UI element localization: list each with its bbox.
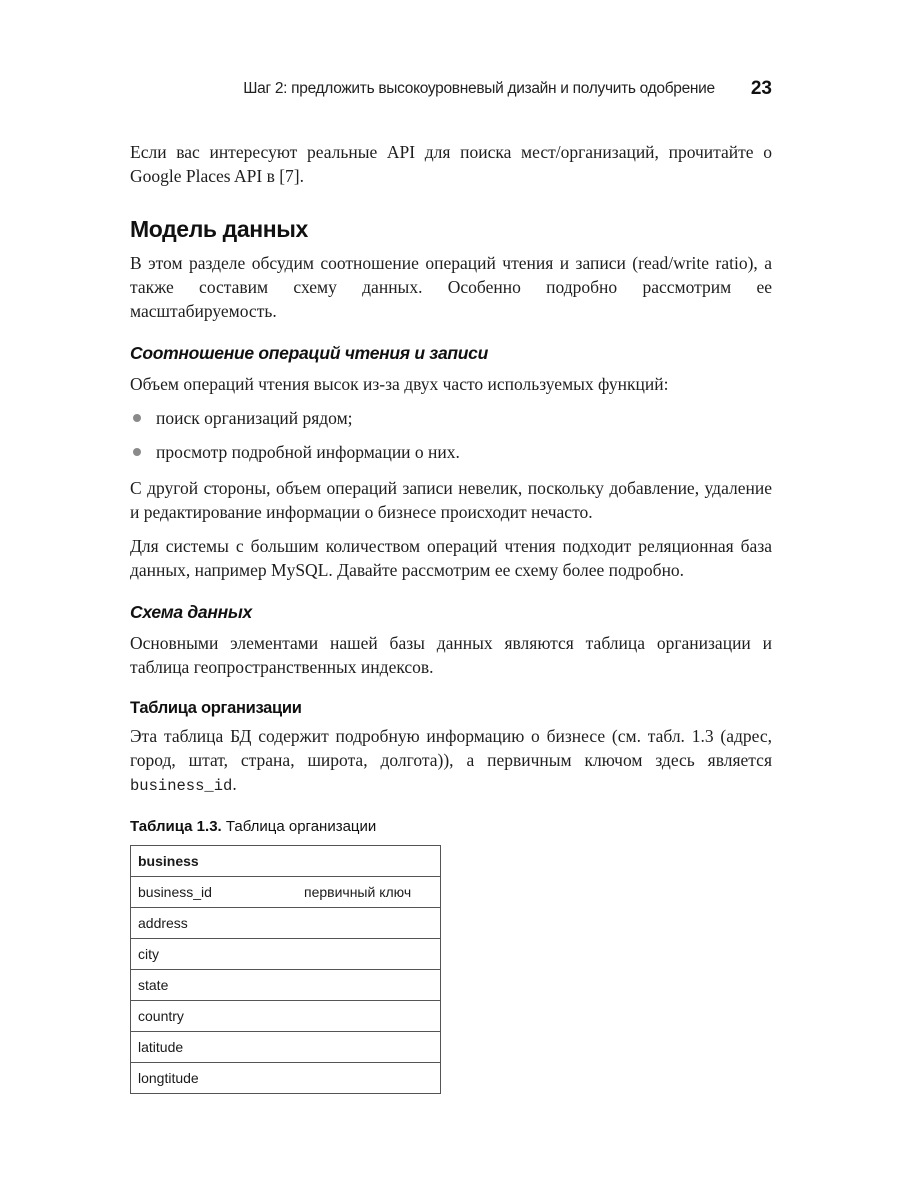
column-name-cell: longtitude bbox=[131, 1063, 298, 1094]
read-write-lead: Объем операций чтения высок из-за двух часто используемых функций: bbox=[130, 374, 669, 394]
column-name-cell: address bbox=[131, 908, 298, 939]
column-name-cell: city bbox=[131, 939, 298, 970]
business-table-text: Эта таблица БД содержит подробную информацию о бизнесе (см. табл. 1.3 (адрес, город, штат, страна, широта, долгота)), а первичным ключом здесь является bbox=[130, 726, 772, 770]
list-item-text: просмотр подробной информации о них. bbox=[156, 442, 460, 462]
primary-key-code: business_id bbox=[130, 777, 233, 795]
column-note-cell bbox=[297, 939, 441, 970]
sentence-end: . bbox=[232, 774, 237, 794]
database-choice-paragraph: Для системы с большим количеством операций чтения подходит реляционная база данных, например MySQL. Давайте рассмотрим ее схему более подробно. bbox=[130, 536, 772, 580]
column-note-cell bbox=[297, 1001, 441, 1032]
table-header-cell: business bbox=[131, 846, 441, 877]
list-item bbox=[130, 406, 772, 430]
table-row bbox=[131, 970, 441, 1001]
table-caption bbox=[130, 818, 772, 835]
intro-paragraph: Если вас интересуют реальные API для поиска мест/организаций, прочитайте о Google Places API в [7]. bbox=[130, 142, 772, 186]
data-model-paragraph: В этом разделе обсудим соотношение операций чтения и записи (read/write ratio), а также составим схему данных. Особенно подробно рассмотрим ее масштабируемость. bbox=[130, 253, 772, 321]
column-note-cell bbox=[297, 1032, 441, 1063]
table-row bbox=[131, 1063, 441, 1094]
list-item-text: поиск организаций рядом; bbox=[156, 408, 353, 428]
business-table bbox=[130, 845, 441, 1094]
schema-paragraph: Основными элементами нашей базы данных являются таблица организации и таблица геопространственных индексов. bbox=[130, 633, 772, 677]
running-title: Шаг 2: предложить высокоуровневый дизайн и получить одобрение bbox=[243, 80, 715, 97]
table-row bbox=[131, 908, 441, 939]
read-functions-list bbox=[130, 406, 772, 464]
column-name-cell: business_id bbox=[131, 877, 298, 908]
business-table-heading: Таблица организации bbox=[130, 699, 302, 717]
column-note-cell: первичный ключ bbox=[297, 877, 441, 908]
page-header bbox=[130, 76, 772, 102]
column-note-cell bbox=[297, 1063, 441, 1094]
column-name-cell: country bbox=[131, 1001, 298, 1032]
table-row bbox=[131, 939, 441, 970]
data-model-heading: Модель данных bbox=[130, 216, 308, 242]
list-item bbox=[130, 440, 772, 464]
read-write-heading: Соотношение операций чтения и записи bbox=[130, 343, 488, 363]
table-row bbox=[131, 877, 441, 908]
write-volume-paragraph: С другой стороны, объем операций записи невелик, поскольку добавление, удаление и редактирование информации о бизнесе происходит нечасто. bbox=[130, 478, 772, 522]
table-header-row bbox=[131, 846, 441, 877]
column-note-cell bbox=[297, 908, 441, 939]
table-row bbox=[131, 1001, 441, 1032]
page-content bbox=[130, 140, 772, 1094]
bullet-icon bbox=[133, 414, 141, 422]
page-number: 23 bbox=[750, 78, 772, 99]
business-table-paragraph bbox=[130, 724, 772, 798]
schema-heading: Схема данных bbox=[130, 602, 252, 622]
column-name-cell: state bbox=[131, 970, 298, 1001]
table-caption-text: Таблица организации bbox=[225, 818, 377, 835]
column-note-cell bbox=[297, 970, 441, 1001]
table-caption-number: Таблица 1.3. bbox=[130, 818, 222, 835]
table-row bbox=[131, 1032, 441, 1063]
column-name-cell: latitude bbox=[131, 1032, 298, 1063]
bullet-icon bbox=[133, 448, 141, 456]
